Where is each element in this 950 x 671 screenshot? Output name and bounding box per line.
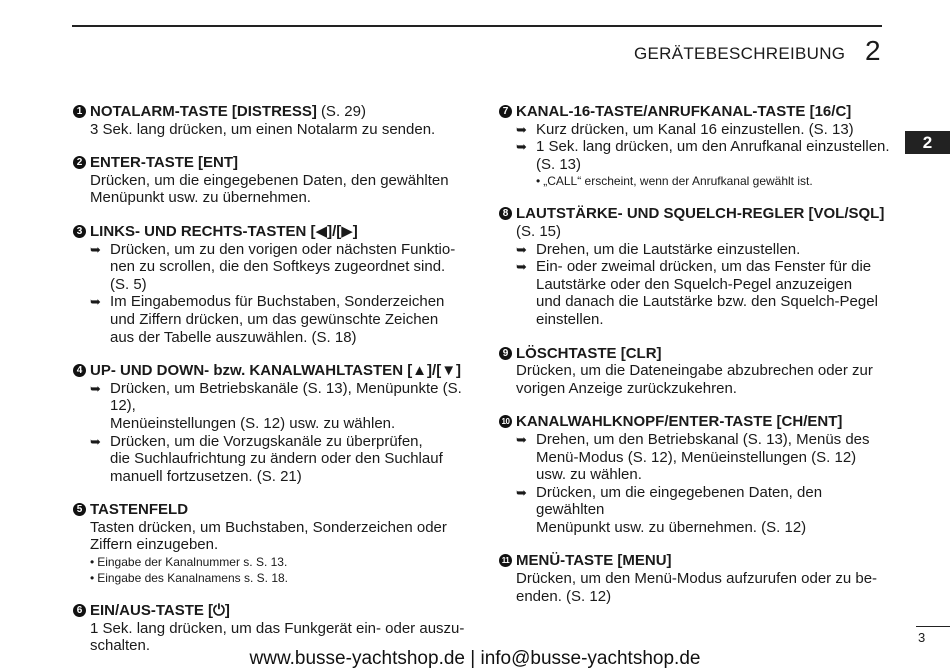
- right-column: [498, 103, 893, 621]
- arrow-bullet-icon: ➥: [90, 241, 101, 257]
- item-number-badge: 9: [499, 347, 512, 360]
- chapter-side-tab: 2: [905, 131, 950, 154]
- feature-item: [498, 205, 893, 328]
- bullet-item: [72, 293, 467, 346]
- description-line: 3 Sek. lang drücken, um einen Notalarm zu senden.: [90, 120, 436, 138]
- bullet-line: nen zu scrollen, die den Softkeys zugeordnet sind.: [110, 258, 446, 276]
- feature-heading: [72, 223, 467, 241]
- arrow-bullet-icon: ➥: [516, 431, 527, 447]
- feature-item: [72, 154, 467, 207]
- arrow-bullet-icon: ➥: [516, 139, 527, 155]
- bullet-line: Kurz drücken, um Kanal 16 einzustellen. (S. 13): [536, 120, 854, 138]
- feature-heading: [498, 552, 893, 570]
- bullet-item: [498, 121, 893, 139]
- bullet-text: [110, 293, 444, 346]
- arrow-bullet-icon: ➥: [90, 380, 101, 396]
- bullet-item: [72, 433, 467, 486]
- item-number-badge: 7: [499, 105, 512, 118]
- feature-heading: [498, 205, 893, 223]
- bullet-text: [536, 241, 800, 259]
- item-number-badge: 6: [73, 604, 86, 617]
- bullet-item: [498, 258, 893, 328]
- bullet-item: [498, 241, 893, 259]
- bullet-line: Drücken, um zu den vorigen oder nächsten Funktio-: [110, 240, 456, 258]
- feature-item: [498, 552, 893, 605]
- feature-item: [72, 103, 467, 138]
- feature-title: MENÜ-TASTE [MENU]: [516, 552, 672, 570]
- feature-title: LAUTSTÄRKE- UND SQUELCH-REGLER [VOL/SQL]: [516, 205, 885, 223]
- page-reference: (S. 29): [320, 103, 366, 120]
- bullet-line: Drehen, um die Lautstärke einzustellen.: [536, 240, 801, 258]
- bullet-text: [536, 258, 878, 328]
- bullet-line: manuell fortzusetzen. (S. 21): [110, 467, 302, 485]
- bullet-text: [536, 431, 870, 484]
- description-line: vorigen Anzeige zurückzukehren.: [516, 379, 737, 397]
- note-line: • „CALL“ erscheint, wenn der Anrufkanal gewählt ist.: [498, 173, 893, 189]
- note-line: • Eingabe des Kanalnamens s. S. 18.: [72, 570, 467, 586]
- bullet-item: [72, 241, 467, 294]
- arrow-bullet-icon: ➥: [516, 259, 527, 275]
- feature-heading: [498, 345, 893, 363]
- description-line: Drücken, um die Dateneingabe abzubrechen oder zur: [516, 362, 873, 380]
- bullet-item: [72, 380, 467, 433]
- bullet-text: [110, 380, 467, 433]
- feature-heading: [498, 103, 893, 121]
- note-line: • Eingabe der Kanalnummer s. S. 13.: [72, 554, 467, 570]
- arrow-bullet-icon: ➥: [90, 294, 101, 310]
- bullet-line: (S. 5): [110, 275, 147, 293]
- item-number-badge: 10: [499, 415, 512, 428]
- feature-item: [498, 413, 893, 536]
- feature-heading: [72, 103, 467, 121]
- feature-item: [72, 501, 467, 586]
- description-line: (S. 15): [516, 222, 562, 240]
- item-number-badge: 11: [499, 554, 512, 567]
- description-line: 1 Sek. lang drücken, um das Funkgerät ein- oder auszu-: [90, 619, 465, 637]
- item-number-badge: 2: [73, 156, 86, 169]
- bullet-line: Lautstärke oder den Squelch-Pegel anzuzeigen: [536, 275, 853, 293]
- feature-heading: [72, 501, 467, 519]
- page-number-rule: [916, 626, 950, 627]
- description-line: schalten.: [90, 637, 151, 655]
- item-number-badge: 5: [73, 503, 86, 516]
- description-line: Menüpunkt usw. zu übernehmen.: [90, 189, 311, 207]
- feature-title: LINKS- UND RECHTS-TASTEN [◀]/[▶]: [90, 222, 358, 240]
- description-line: Ziffern einzugeben.: [90, 536, 219, 554]
- bullet-line: Drücken, um die eingegebenen Daten, den gewählten: [536, 483, 823, 519]
- bullet-item: [498, 138, 893, 173]
- arrow-bullet-icon: ➥: [516, 484, 527, 500]
- left-column: [72, 103, 467, 671]
- bullet-line: Drehen, um den Betriebskanal (S. 13), Menüs des: [536, 430, 870, 448]
- description-line: Drücken, um den Menü-Modus aufzurufen oder zu be-: [516, 570, 878, 588]
- description-line: Drücken, um die eingegebenen Daten, den gewählten: [90, 171, 449, 189]
- bullet-line: usw. zu wählen.: [536, 466, 642, 484]
- bullet-text: [110, 433, 443, 486]
- chapter-title: GERÄTEBESCHREIBUNG: [634, 44, 846, 63]
- item-number-badge: 3: [73, 225, 86, 238]
- arrow-bullet-icon: ➥: [516, 241, 527, 257]
- feature-heading: [72, 154, 467, 172]
- feature-item: [72, 223, 467, 346]
- feature-title: KANALWAHLKNOPF/ENTER-TASTE [CH/ENT]: [516, 413, 843, 431]
- bullet-text: [110, 241, 455, 294]
- bullet-line: (S. 13): [536, 155, 582, 173]
- feature-heading: [498, 413, 893, 431]
- bullet-line: die Suchlaufrichtung zu ändern oder den Suchlauf: [110, 450, 443, 468]
- bullet-line: Im Eingabemodus für Buchstaben, Sonderzeichen: [110, 293, 445, 311]
- item-number-badge: 4: [73, 364, 86, 377]
- feature-heading: [72, 362, 467, 380]
- bullet-line: Menüeinstellungen (S. 12) usw. zu wählen.: [110, 414, 396, 432]
- feature-title: ENTER-TASTE [ENT]: [90, 154, 239, 172]
- feature-item: [498, 345, 893, 398]
- bullet-item: [498, 431, 893, 484]
- footer-contact: www.busse-yachtshop.de | info@busse-yachtshop.de: [249, 648, 701, 669]
- bullet-line: Menü-Modus (S. 12), Menüeinstellungen (S. 12): [536, 448, 857, 466]
- header-rule: [72, 25, 882, 27]
- arrow-bullet-icon: ➥: [516, 121, 527, 137]
- bullet-line: einstellen.: [536, 310, 604, 328]
- bullet-line: und danach die Lautstärke bzw. den Squelch-Pegel: [536, 293, 878, 311]
- bullet-line: Menüpunkt usw. zu übernehmen. (S. 12): [536, 518, 807, 536]
- bullet-line: 1 Sek. lang drücken, um den Anrufkanal einzustellen.: [536, 138, 890, 156]
- feature-title: KANAL-16-TASTE/ANRUFKANAL-TASTE [16/C]: [516, 103, 852, 120]
- arrow-bullet-icon: ➥: [90, 433, 101, 449]
- description-line: Tasten drücken, um Buchstaben, Sonderzeichen oder: [90, 518, 447, 536]
- bullet-line: und Ziffern drücken, um das gewünschte Zeichen: [110, 310, 439, 328]
- page-number: 3: [918, 630, 926, 645]
- feature-title: TASTENFELD: [90, 501, 189, 519]
- bullet-text: [536, 138, 890, 173]
- item-number-badge: 1: [73, 105, 86, 118]
- bullet-line: Drücken, um die Vorzugskanäle zu überprüfen,: [110, 432, 423, 450]
- item-number-badge: 8: [499, 207, 512, 220]
- description-line: enden. (S. 12): [516, 587, 612, 605]
- feature-item: [72, 602, 467, 655]
- bullet-line: aus der Tabelle auszuwählen. (S. 18): [110, 328, 357, 346]
- bullet-text: [536, 121, 854, 139]
- feature-item: [498, 103, 893, 189]
- feature-heading: [72, 602, 467, 620]
- bullet-text: [536, 484, 893, 537]
- bullet-item: [498, 484, 893, 537]
- chapter-number: 2: [865, 35, 881, 66]
- feature-title: UP- UND DOWN- bzw. KANALWAHLTASTEN [▲]/[▼]: [90, 362, 462, 380]
- bullet-line: Ein- oder zweimal drücken, um das Fenster für die: [536, 258, 872, 276]
- feature-title: EIN/AUS-TASTE [⏻]: [90, 602, 230, 620]
- feature-item: [72, 362, 467, 485]
- feature-title: LÖSCHTASTE [CLR]: [516, 344, 662, 362]
- bullet-line: Drücken, um Betriebskanäle (S. 13), Menüpunkte (S. 12),: [110, 379, 462, 415]
- feature-title: NOTALARM-TASTE [DISTRESS]: [90, 103, 317, 120]
